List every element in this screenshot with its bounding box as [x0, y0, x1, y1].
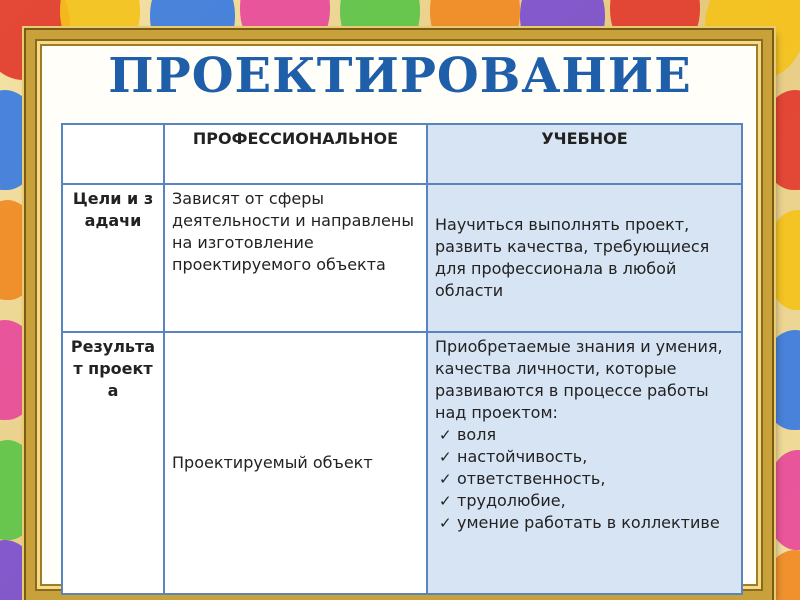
cell-goals-professional: Зависят от сферы деятельности и направлены на изготовление проектируемого объекта [164, 184, 427, 332]
header-empty-cell [62, 124, 164, 184]
header-study: УЧЕБНОЕ [427, 124, 742, 184]
row-label-result: Результат проекта [62, 332, 164, 594]
table-row [62, 332, 742, 594]
list-item: ✓ ответственность, [439, 469, 606, 488]
list-item: ✓ настойчивость, [439, 447, 588, 466]
table-row [62, 184, 742, 332]
check-icon: ✓ [439, 514, 452, 532]
list-item: ✓ воля [439, 425, 497, 444]
list-item: ✓ трудолюбие, [439, 491, 566, 510]
check-icon: ✓ [439, 426, 452, 444]
check-icon: ✓ [439, 470, 452, 488]
check-icon: ✓ [439, 492, 452, 510]
cell-result-professional: Проектируемый объект [164, 332, 427, 594]
table-header-row [62, 124, 742, 184]
comparison-table [61, 123, 743, 595]
header-professional: ПРОФЕССИОНАЛЬНОЕ [164, 124, 427, 184]
check-icon: ✓ [439, 448, 452, 466]
qualities-list [435, 424, 734, 534]
cell-goals-study: Научиться выполнять проект, развить качества, требующиеся для профессионала в любой области [427, 184, 742, 332]
slide-title: ПРОЕКТИРОВАНИЕ [108, 48, 692, 104]
result-study-intro: Приобретаемые знания и умения, качества личности, которые развиваются в процессе работы над проектом: [435, 337, 723, 422]
cell-result-study [427, 332, 742, 594]
list-item: ✓ умение работать в коллективе [439, 513, 720, 532]
row-label-goals: Цели и задачи [62, 184, 164, 332]
